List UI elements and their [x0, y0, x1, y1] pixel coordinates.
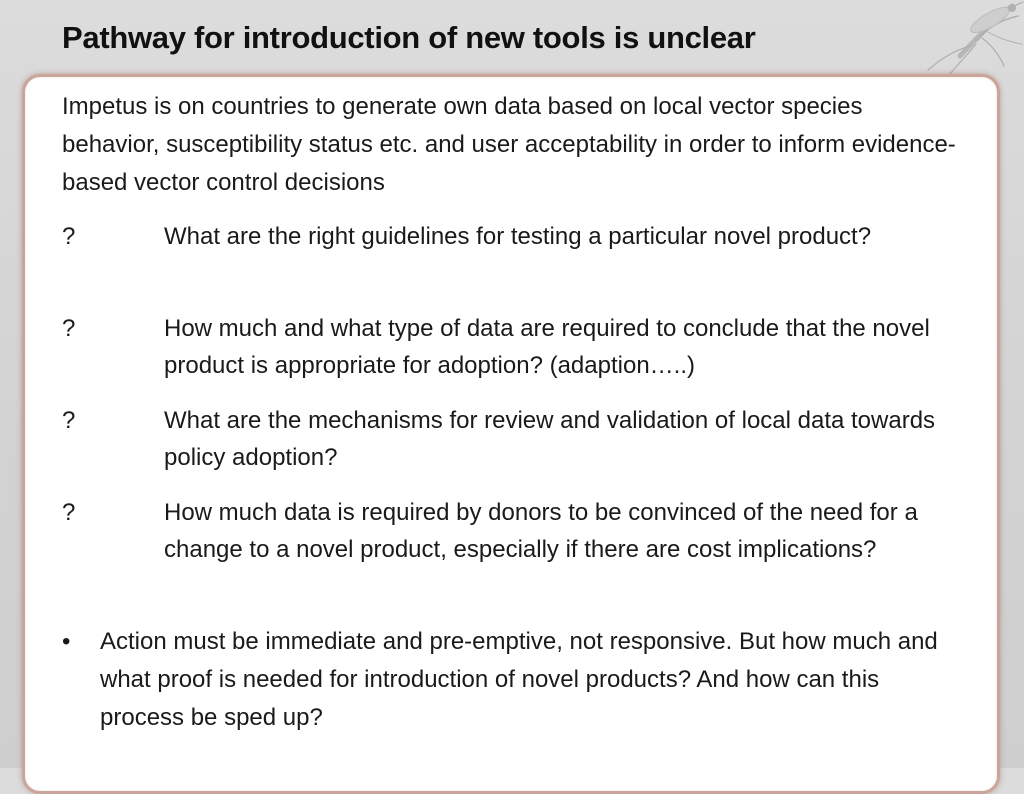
question-marker: ?: [62, 499, 76, 526]
question-text: How much and what type of data are required to conclude that the novel product is appropriate for adoption? (adaption…..): [164, 315, 930, 379]
action-text: Action must be immediate and pre-emptive, not responsive. But how much and what proof is needed for introduction of novel products? And how can this process be sped up?: [100, 628, 938, 731]
intro-paragraph: Impetus is on countries to generate own data based on local vector species behavior, susceptibility status etc. and user acceptability in order to inform evidence-based vector control decisions: [62, 93, 956, 196]
bullet-icon: •: [62, 628, 71, 655]
question-item: [62, 494, 982, 568]
question-item: [62, 218, 982, 255]
question-item: [62, 310, 982, 384]
mosquito-icon: [920, 0, 1024, 76]
question-text: What are the right guidelines for testing a particular novel product?: [164, 223, 872, 250]
slide-title: Pathway for introduction of new tools is unclear: [62, 20, 756, 55]
question-text: How much data is required by donors to be convinced of the need for a change to a novel product, especially if there are cost implications?: [164, 499, 918, 563]
action-bullet: [62, 623, 962, 737]
question-text: What are the mechanisms for review and validation of local data towards policy adoption?: [164, 407, 936, 471]
question-marker: ?: [62, 223, 76, 250]
question-marker: ?: [62, 315, 76, 342]
question-item: [62, 402, 982, 476]
question-marker: ?: [62, 407, 76, 434]
